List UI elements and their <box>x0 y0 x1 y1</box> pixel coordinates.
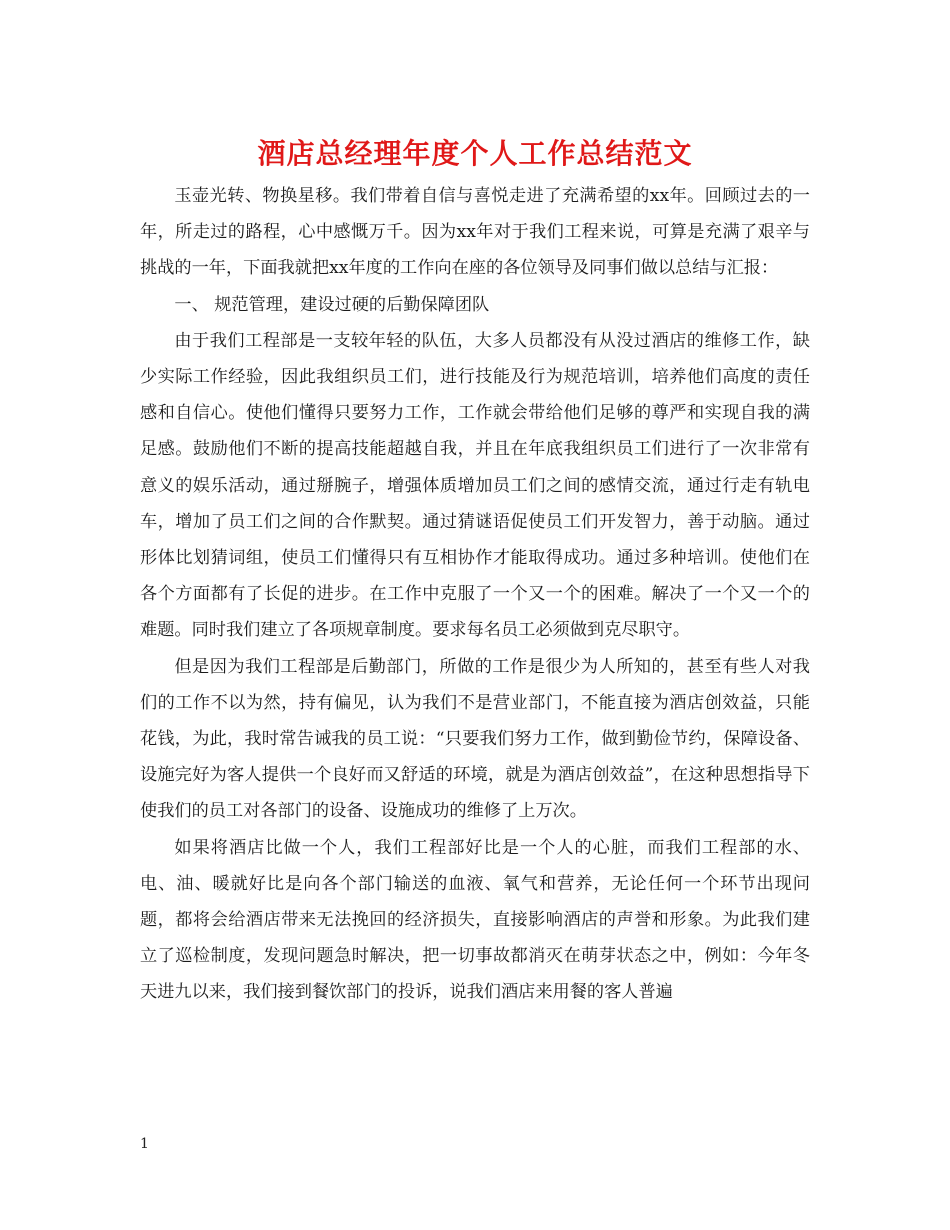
paragraph-logistics: 但是因为我们工程部是后勤部门，所做的工作是很少为人所知的，甚至有些人对我们的工作不以为然，持有偏见，认为我们不是营业部门，不能直接为酒店创效益，只能花钱，为此，我时常告诫我的员工说：“只要我们努力工作，做到勤俭节约，保障设备、设施完好为客人提供一个良好而又舒适的环境，就是为酒店创效益”，在这种思想指导下使我们的员工对各部门的设备、设施成功的维修了上万次。 <box>140 656 810 822</box>
paragraph-inspection: 如果将酒店比做一个人，我们工程部好比是一个人的心脏，而我们工程部的水、电、油、暖就好比是向各个部门输送的血液、氧气和营养，无论任何一个环节出现问题，都将会给酒店带来无法挽回的经济损失，直接影响酒店的声誉和形象。为此我们建立了巡检制度，发现问题急时解决，把一切事故都消灭在萌芽状态之中，例如：今年冬天进九以来，我们接到餐饮部门的投诉，说我们酒店来用餐的客人普遍 <box>140 837 810 1003</box>
paragraph-training: 由于我们工程部是一支较年轻的队伍，大多人员都没有从没过酒店的维修工作，缺少实际工作经验，因此我组织员工们，进行技能及行为规范培训，培养他们高度的责任感和自信心。使他们懂得只要努力工作，工作就会带给他们足够的尊严和实现自我的满足感。鼓励他们不断的提高技能超越自我，并且在年底我组织员工们进行了一次非常有意义的娱乐活动，通过掰腕子，增强体质增加员工们之间的感情交流，通过行走有轨电车，增加了员工们之间的合作默契。通过猜谜语促使员工们开发智力，善于动脑。通过形体比划猜词组，使员工们懂得只有互相协作才能取得成功。通过多种培训。使他们在各个方面都有了长促的进步。在工作中克服了一个又一个的困难。解决了一个又一个的难题。同时我们建立了各项规章制度。要求每名员工必须做到克尽职守。 <box>140 330 810 641</box>
paragraph-intro: 玉壶光转、物换星移。我们带着自信与喜悦走进了充满希望的xx年。回顾过去的一年，所走过的路程，心中感慨万千。因为xx年对于我们工程来说，可算是充满了艰辛与挑战的一年，下面我就把xx年度的工作向在座的各位领导及同事们做以总结与汇报： <box>140 186 810 279</box>
section-heading-1: 一、 规范管理，建设过硬的后勤保障团队 <box>174 294 490 315</box>
page-number: 1 <box>140 1136 149 1152</box>
document-body <box>140 178 810 1011</box>
document-title: 酒店总经理年度个人工作总结范文 <box>257 137 693 170</box>
